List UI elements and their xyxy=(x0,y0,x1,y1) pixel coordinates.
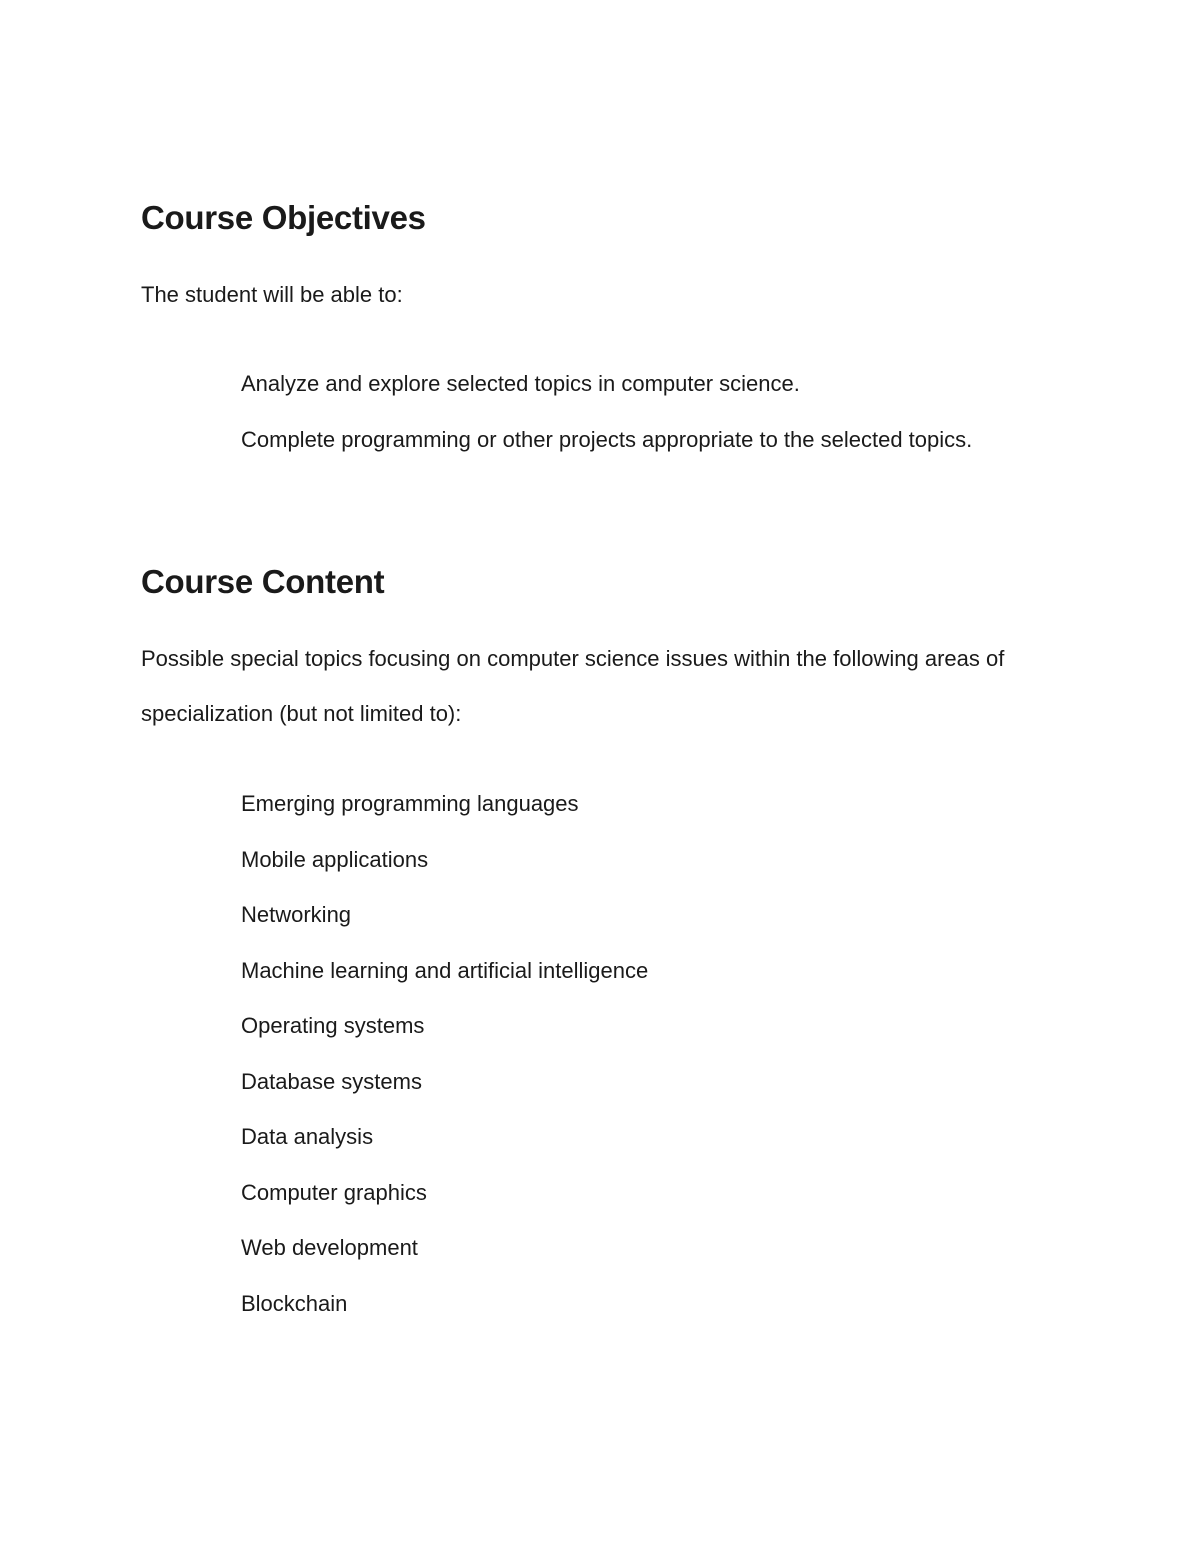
list-item-text: Operating systems xyxy=(241,1013,425,1038)
list-item-text: Complete programming or other projects appropriate to the selected topics. xyxy=(241,426,973,452)
course-objectives-heading: Course Objectives xyxy=(141,199,426,236)
list-item-text: Mobile applications xyxy=(241,846,429,872)
list-item-text: Data analysis xyxy=(241,1124,374,1149)
list-item-text: Blockchain xyxy=(241,1290,348,1316)
list-item-text: Database systems xyxy=(241,1068,422,1094)
list-item-text: Web development xyxy=(241,1235,418,1260)
list-item-text: Networking xyxy=(241,902,352,927)
list-item-text: Computer graphics xyxy=(241,1179,427,1205)
course-content-heading: Course Content xyxy=(141,563,385,600)
course-content-intro: Possible special topics focusing on computer science issues within the following areas of specialization (but not limited to): xyxy=(141,646,1005,726)
course-objectives-intro: The student will be able to: xyxy=(141,282,403,307)
list-item-text: Emerging programming languages xyxy=(241,791,579,816)
list-item-text: Analyze and explore selected topics in computer science. xyxy=(241,371,800,396)
list-item-text: Machine learning and artificial intelligence xyxy=(241,957,649,983)
